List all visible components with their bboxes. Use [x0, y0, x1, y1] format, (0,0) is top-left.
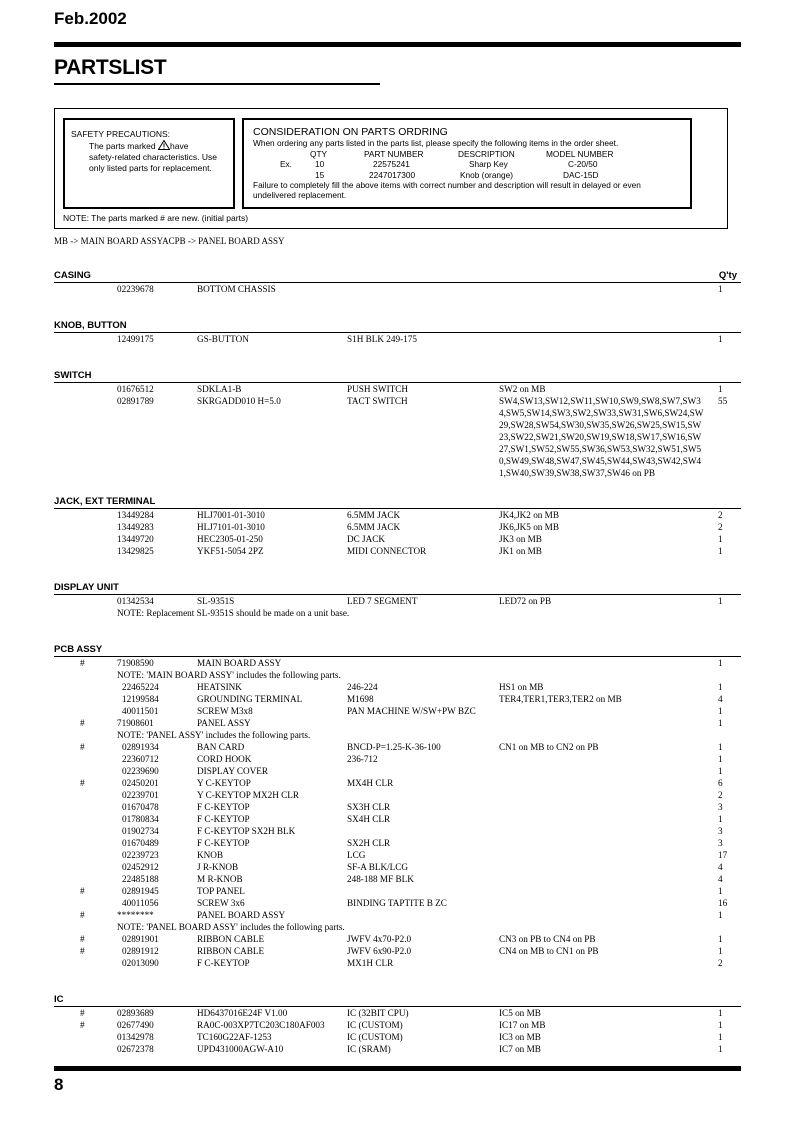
part-description: MX1H CLR [347, 958, 394, 968]
part-number: 02891912 [122, 946, 159, 956]
part-number: 02239690 [122, 766, 159, 776]
part-code: F C-KEYTOP [197, 814, 250, 824]
bottom-rule [54, 1066, 741, 1071]
part-quantity: 1 [718, 766, 723, 776]
part-quantity: 1 [718, 910, 723, 920]
part-quantity: 1 [718, 534, 723, 544]
part-quantity: 55 [718, 396, 728, 406]
section-title: CASING [54, 270, 91, 281]
part-code: CORD HOOK [197, 754, 252, 764]
header-date: Feb.2002 [54, 9, 127, 28]
part-row [54, 521, 741, 533]
part-location: JK6,JK5 on MB [499, 522, 559, 532]
part-number: 02239678 [117, 284, 154, 294]
part-code: RIBBON CABLE [197, 946, 265, 956]
section-note [54, 921, 741, 933]
title-underline [54, 83, 380, 85]
part-description: SX3H CLR [347, 802, 391, 812]
part-row [54, 545, 741, 557]
part-location: HS1 on MB [499, 682, 544, 692]
part-code: SDKLA1-B [197, 384, 242, 394]
part-code: HEATSINK [197, 682, 242, 692]
part-description: PAN MACHINE W/SW+PW BZC [347, 706, 476, 716]
part-quantity: 6 [718, 778, 723, 788]
part-number: 01670478 [122, 802, 159, 812]
section-pcb-assy [54, 644, 741, 969]
ex-row2-qty: 15 [315, 169, 325, 180]
part-number: 40011056 [122, 898, 159, 908]
ex-row2-part-number: 2247017300 [369, 169, 416, 180]
part-number: 22485188 [122, 874, 159, 884]
part-quantity: 1 [718, 682, 723, 692]
part-code: PANEL ASSY [197, 718, 251, 728]
ex-row1-model: C-20/50 [568, 159, 598, 169]
part-description: 246-224 [347, 682, 378, 692]
part-row [54, 395, 741, 479]
part-code: HD6437016E24F V1.00 [197, 1008, 288, 1018]
new-part-mark: # [80, 778, 85, 788]
part-number: 01670489 [122, 838, 159, 848]
part-code: Y C-KEYTOP [197, 778, 251, 788]
part-number: 01342534 [117, 596, 154, 606]
part-code: HLJ7001-01-3010 [197, 510, 265, 520]
ex-row2-description: Knob (orange) [460, 169, 514, 180]
part-location: JK1 on MB [499, 546, 542, 556]
part-quantity: 1 [718, 754, 723, 764]
safety-text-d: only listed parts for replacement. [89, 163, 212, 173]
new-part-mark: # [80, 1008, 85, 1018]
section-jack [54, 496, 741, 557]
part-code: F C-KEYTOP [197, 838, 250, 848]
part-number: 02891789 [117, 396, 154, 406]
part-code: UPD431000AGW-A10 [197, 1044, 284, 1054]
part-row [54, 849, 741, 861]
part-row [54, 333, 741, 345]
part-location: IC17 on MB [499, 1020, 546, 1030]
part-number: 13429825 [117, 546, 154, 556]
part-description: JWFV 4x70-P2.0 [347, 934, 412, 944]
part-quantity: 2 [718, 510, 723, 520]
page-number: 8 [54, 1075, 64, 1094]
display-note: NOTE: Replacement SL-9351S should be made on a unit base. [117, 608, 350, 618]
safety-text-a: The parts marked [89, 141, 156, 151]
part-quantity: 1 [718, 814, 723, 824]
part-code: TOP PANEL [197, 886, 245, 896]
part-number: 02013090 [122, 958, 159, 968]
ex-row1-part-number: 22575241 [373, 159, 410, 169]
part-row [54, 753, 741, 765]
ex-header-qty: QTY [310, 148, 328, 159]
ex-row1-description: Sharp Key [469, 159, 508, 169]
part-location: JK3 on MB [499, 534, 542, 544]
ordering-example-table [253, 149, 686, 180]
top-rule [54, 42, 741, 47]
assembly-abbreviations: MB -> MAIN BOARD ASSYACPB -> PANEL BOARD ASSY [54, 236, 285, 246]
section-knob-button [54, 320, 741, 345]
part-description: SX2H CLR [347, 838, 391, 848]
part-description: IC (SRAM) [347, 1044, 391, 1054]
part-number: 02239701 [122, 790, 159, 800]
part-code: SCREW M3x8 [197, 706, 253, 716]
part-quantity: 1 [718, 742, 723, 752]
part-location: SW4,SW13,SW12,SW11,SW10,SW9,SW8,SW7,SW34,SW5,SW14,SW3,SW2,SW33,SW31,SW6,SW24,SW29,SW28,SW54,SW30,SW35,SW26,SW25,SW15,SW23,SW22,SW21,SW20,SW19,SW18,SW17,SW16,SW27,SW1,SW52,SW55,SW36,SW53,SW32,SW51,SW50,SW49,SW48,SW47,SW45,SW44,SW43,SW42,SW41,SW40,SW39,SW38,SW37,SW46 on PB [499, 396, 704, 478]
part-code: F C-KEYTOP [197, 958, 250, 968]
part-description: BINDING TAPTITE B ZC [347, 898, 447, 908]
part-quantity: 1 [718, 384, 723, 394]
qty-column-header: Q'ty [718, 270, 737, 281]
part-code: M R-KNOB [197, 874, 243, 884]
part-row [54, 383, 741, 395]
part-code: RIBBON CABLE [197, 934, 265, 944]
safety-text-c: safety-related characteristics. Use [89, 152, 218, 162]
part-code: BAN CARD [197, 742, 245, 752]
section-note [54, 729, 741, 741]
part-location: SW2 on MB [499, 384, 546, 394]
note-text: NOTE: 'MAIN BOARD ASSY' includes the following parts. [117, 670, 341, 680]
part-number: 12199584 [122, 694, 159, 704]
ex-label: Ex. [280, 159, 292, 169]
part-code: SCREW 3x6 [197, 898, 245, 908]
ordering-failure-note: Failure to completely fill the above items with correct number and description will result in delayed or even undelivered replacement. [253, 179, 641, 200]
part-row [54, 533, 741, 545]
part-number: 02891934 [122, 742, 159, 752]
part-row [54, 897, 741, 909]
part-row [54, 1007, 741, 1019]
part-row [54, 837, 741, 849]
part-number: 02450201 [122, 778, 159, 788]
part-quantity: 1 [718, 1032, 723, 1042]
part-code: DISPLAY COVER [197, 766, 269, 776]
part-location: IC7 on MB [499, 1044, 541, 1054]
part-description: MX4H CLR [347, 778, 394, 788]
part-quantity: 1 [718, 596, 723, 606]
part-quantity: 2 [718, 522, 723, 532]
section-note [54, 669, 741, 681]
part-quantity: 2 [718, 958, 723, 968]
part-number: 01676512 [117, 384, 154, 394]
part-quantity: 2 [718, 790, 723, 800]
part-quantity: 1 [718, 718, 723, 728]
part-code: J R-KNOB [197, 862, 239, 872]
part-row [54, 825, 741, 837]
section-switch [54, 370, 741, 479]
part-code: F C-KEYTOP SX2H BLK [197, 826, 296, 836]
note-text: NOTE: 'PANEL ASSY' includes the following parts. [117, 730, 311, 740]
part-row [54, 801, 741, 813]
part-row [54, 885, 741, 897]
part-row [54, 693, 741, 705]
part-location: CN4 on MB to CN1 on PB [499, 946, 599, 956]
new-part-mark: # [80, 910, 85, 920]
part-quantity: 4 [718, 874, 723, 884]
new-part-mark: # [80, 742, 85, 752]
section-title: IC [54, 994, 64, 1005]
section-casing [54, 270, 741, 295]
part-code: SKRGADD010 H=5.0 [197, 396, 281, 406]
part-row [54, 681, 741, 693]
part-row [54, 283, 741, 295]
section-title: DISPLAY UNIT [54, 582, 119, 593]
part-number: 02893689 [117, 1008, 154, 1018]
part-quantity: 16 [718, 898, 728, 908]
part-code: Y C-KEYTOP MX2H CLR [197, 790, 300, 800]
part-quantity: 1 [718, 886, 723, 896]
part-code: RA0C-003XP7TC203C180AF003 [197, 1020, 325, 1030]
part-description: 248-188 MF BLK [347, 874, 414, 884]
part-description: BNCD-P=1.25-K-36-100 [347, 742, 441, 752]
part-number: 01780834 [122, 814, 159, 824]
part-description: LCG [347, 850, 366, 860]
part-description: DC JACK [347, 534, 386, 544]
safety-heading: SAFETY PRECAUTIONS: [71, 129, 171, 139]
new-part-mark: # [80, 886, 85, 896]
part-row [54, 509, 741, 521]
safety-text-b: have [170, 141, 189, 151]
part-code: PANEL BOARD ASSY [197, 910, 286, 920]
part-row [54, 873, 741, 885]
part-quantity: 4 [718, 862, 723, 872]
part-code: SL-9351S [197, 596, 235, 606]
new-part-mark: # [80, 718, 85, 728]
ex-row1-qty: 10 [315, 159, 325, 169]
part-number: 40011501 [122, 706, 159, 716]
part-location: LED72 on PB [499, 596, 552, 606]
part-row [54, 1031, 741, 1043]
new-part-mark: # [80, 934, 85, 944]
part-code: TC160G22AF-1253 [197, 1032, 272, 1042]
part-row [54, 933, 741, 945]
part-quantity: 4 [718, 694, 723, 704]
part-quantity: 1 [718, 946, 723, 956]
part-description: IC (32BIT CPU) [347, 1008, 409, 1018]
part-description: 6.5MM JACK [347, 522, 401, 532]
part-description: 236-712 [347, 754, 378, 764]
part-row [54, 657, 741, 669]
part-row [54, 765, 741, 777]
safety-precautions-box [63, 118, 235, 209]
part-quantity: 1 [718, 1044, 723, 1054]
part-quantity: 1 [718, 934, 723, 944]
part-description: TACT SWITCH [347, 396, 408, 406]
part-quantity: 1 [718, 1008, 723, 1018]
ex-header-model: MODEL NUMBER [546, 148, 614, 159]
part-row [54, 813, 741, 825]
part-code: GROUNDING TERMINAL [197, 694, 303, 704]
part-description: LED 7 SEGMENT [347, 596, 418, 606]
part-number: ******** [117, 910, 154, 920]
part-code: GS-BUTTON [197, 334, 249, 344]
part-row [54, 1019, 741, 1031]
part-quantity: 3 [718, 838, 723, 848]
part-row [54, 741, 741, 753]
part-location: TER4,TER1,TER3,TER2 on MB [499, 694, 622, 704]
part-description: MIDI CONNECTOR [347, 546, 427, 556]
ordering-title: CONSIDERATION ON PARTS ORDRING [253, 126, 448, 138]
ordering-intro: When ordering any parts listed in the parts list, please specify the following items in the order sheet. [253, 138, 619, 148]
part-row [54, 595, 741, 607]
part-location: CN3 on PB to CN4 on PB [499, 934, 596, 944]
part-row [54, 789, 741, 801]
page-title: PARTSLIST [54, 56, 167, 79]
part-number: 02891945 [122, 886, 159, 896]
part-number: 13449284 [117, 510, 154, 520]
part-row [54, 909, 741, 921]
part-description: SX4H CLR [347, 814, 391, 824]
part-description: M1698 [347, 694, 374, 704]
part-description: S1H BLK 249-175 [347, 334, 417, 344]
ex-header-description: DESCRIPTION [458, 148, 515, 159]
part-number: 13449283 [117, 522, 154, 532]
part-code: YKF51-5054 2PZ [197, 546, 264, 556]
part-description: JWFV 6x90-P2.0 [347, 946, 412, 956]
new-part-mark: # [80, 658, 85, 668]
part-number: 02239723 [122, 850, 159, 860]
ex-header-part-number: PART NUMBER [364, 148, 424, 159]
part-number: 12499175 [117, 334, 154, 344]
part-description: IC (CUSTOM) [347, 1020, 403, 1030]
part-row [54, 957, 741, 969]
part-code: HEC2305-01-250 [197, 534, 263, 544]
part-location: IC5 on MB [499, 1008, 541, 1018]
part-row [54, 1043, 741, 1055]
part-quantity: 1 [718, 284, 723, 294]
new-parts-note: NOTE: The parts marked # are new. (initial parts) [63, 213, 249, 223]
part-code: KNOB [197, 850, 224, 860]
part-number: 22465224 [122, 682, 159, 692]
section-title: SWITCH [54, 370, 92, 381]
part-quantity: 1 [718, 546, 723, 556]
part-row [54, 705, 741, 717]
part-quantity: 3 [718, 826, 723, 836]
part-row [54, 777, 741, 789]
part-quantity: 17 [718, 850, 728, 860]
part-location: CN1 on MB to CN2 on PB [499, 742, 599, 752]
part-row [54, 861, 741, 873]
part-number: 71908590 [117, 658, 154, 668]
part-number: 22360712 [122, 754, 159, 764]
part-quantity: 3 [718, 802, 723, 812]
ex-row2-model: DAC-15D [563, 169, 599, 180]
part-code: MAIN BOARD ASSY [197, 658, 282, 668]
part-description: SF-A BLK/LCG [347, 862, 409, 872]
new-part-mark: # [80, 946, 85, 956]
part-number: 13449720 [117, 534, 154, 544]
part-description: IC (CUSTOM) [347, 1032, 403, 1042]
part-quantity: 1 [718, 1020, 723, 1030]
part-number: 71908601 [117, 718, 154, 728]
section-title: JACK, EXT TERMINAL [54, 496, 156, 507]
part-location: IC3 on MB [499, 1032, 541, 1042]
part-code: F C-KEYTOP [197, 802, 250, 812]
part-quantity: 1 [718, 334, 723, 344]
part-row [54, 717, 741, 729]
new-part-mark: # [80, 1020, 85, 1030]
part-number: 02891901 [122, 934, 159, 944]
part-quantity: 1 [718, 658, 723, 668]
part-number: 01902734 [122, 826, 159, 836]
section-title: PCB ASSY [54, 644, 103, 655]
part-quantity: 1 [718, 706, 723, 716]
part-code: BOTTOM CHASSIS [197, 284, 276, 294]
part-description: PUSH SWITCH [347, 384, 409, 394]
section-ic [54, 994, 741, 1055]
part-description: 6.5MM JACK [347, 510, 401, 520]
part-number: 01342978 [117, 1032, 154, 1042]
part-location: JK4,JK2 on MB [499, 510, 559, 520]
section-title: KNOB, BUTTON [54, 320, 127, 331]
section-display-unit [54, 582, 741, 619]
part-number: 02677490 [117, 1020, 154, 1030]
warning-triangle-icon [158, 140, 170, 150]
part-number: 02672378 [117, 1044, 154, 1054]
note-text: NOTE: 'PANEL BOARD ASSY' includes the following parts. [117, 922, 345, 932]
part-code: HLJ7101-01-3010 [197, 522, 265, 532]
part-number: 02452912 [122, 862, 159, 872]
part-row [54, 945, 741, 957]
ordering-considerations-box [242, 118, 692, 209]
